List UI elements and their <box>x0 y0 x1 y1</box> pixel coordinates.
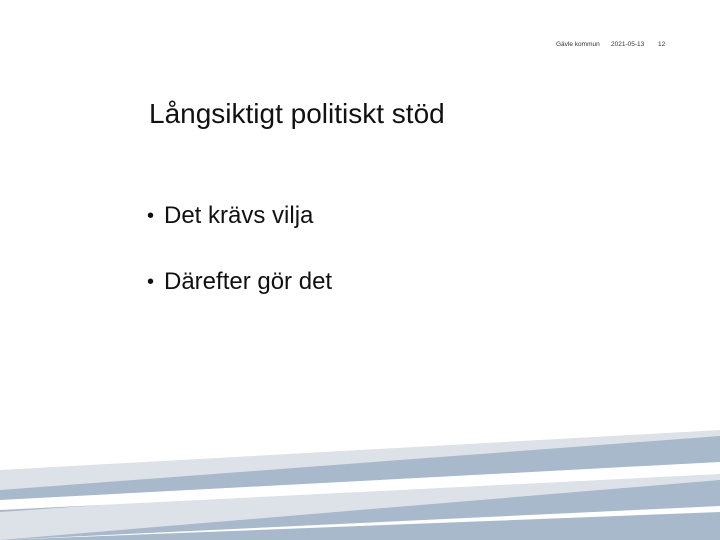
page-number: 12 <box>658 41 666 48</box>
bullet-text: Det krävs vilja <box>164 202 314 229</box>
bullet-text: Därefter gör det <box>164 268 333 295</box>
slide-title: Långsiktigt politiskt stöd <box>149 98 445 129</box>
slide-date: 2021-05-13 <box>611 41 645 48</box>
bullet-marker: • <box>147 205 155 227</box>
bullet-marker: • <box>147 271 155 293</box>
organization-name: Gävle kommun <box>556 41 600 48</box>
